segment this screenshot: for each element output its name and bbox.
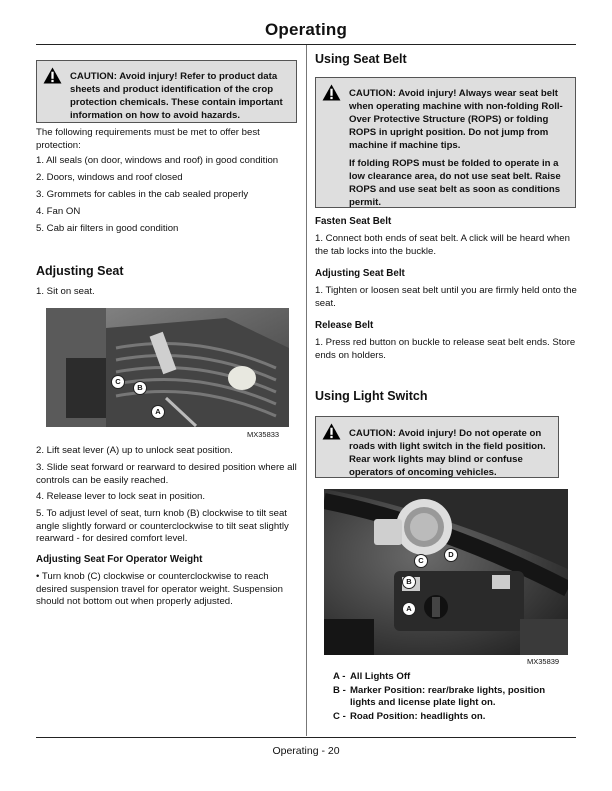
caution-box-crop-chemicals: [36, 60, 297, 123]
callout-c: C: [111, 375, 125, 389]
subheading-release-belt: Release Belt: [315, 320, 374, 331]
legend-key: A -: [333, 671, 346, 682]
legend-item-b: [333, 685, 573, 710]
seat-step-3: 3. Slide seat forward or rearward to desired position where all controls can be easily reached.: [36, 462, 297, 486]
figure-id: MX35833: [247, 430, 280, 439]
page-title: Operating: [264, 20, 348, 39]
column-divider: [306, 45, 307, 736]
requirement-item: 4. Fan ON: [36, 206, 81, 217]
legend-item-c: [333, 711, 573, 724]
requirements-intro: The following requirements must be met to offer best protection:: [36, 127, 260, 151]
seat-photo-illustration: [46, 308, 289, 427]
legend-text: Road Position: headlights on.: [350, 710, 486, 722]
seat-step-5: 5. To adjust level of seat, turn knob (B) clockwise to tilt seat angle slightly forward or counterclockwise to tilt seat slightly rearward - for desired comfort level.: [36, 508, 289, 544]
caution-text: CAUTION: Avoid injury! Do not operate on roads with light switch in the field position. Rear work lights may blind or confuse operators of oncoming vehicles.: [349, 428, 546, 478]
warning-icon: [43, 67, 62, 84]
fasten-seat-belt-text: 1. Connect both ends of seat belt. A click will be heard when the tab locks into the buckle.: [315, 233, 570, 257]
callout-b: B: [402, 575, 416, 589]
subheading-adjusting-seat-belt: Adjusting Seat Belt: [315, 268, 405, 279]
caution-text: CAUTION: Avoid injury! Always wear seat belt when operating machine with non-folding Roll-Over Protective Structure (ROPS) or folding ROPS in upright position. Do not jump from machine if machine tips.: [349, 88, 563, 151]
warning-icon: [322, 84, 341, 101]
callout-a: A: [151, 405, 165, 419]
release-belt-text: 1. Press red button on buckle to release seat belt ends. Store ends on holders.: [315, 337, 576, 361]
requirement-item: 1. All seals (on door, windows and roof) in good condition: [36, 155, 279, 166]
caution-box-seat-belt: [315, 77, 576, 208]
legend-text: Marker Position: rear/brake lights, position lights and license plate light on.: [350, 684, 546, 708]
subheading-fasten-seat-belt: Fasten Seat Belt: [315, 216, 392, 227]
legend-item-a: [333, 671, 573, 684]
callout-c: C: [414, 554, 428, 568]
seat-step-2: 2. Lift seat lever (A) up to unlock seat position.: [36, 445, 233, 456]
subheading-operator-weight: Adjusting Seat For Operator Weight: [36, 554, 203, 565]
callout-d: D: [444, 548, 458, 562]
caution-text-rops: If folding ROPS must be folded to operate in a low clearance area, do not use seat belt. Raise ROPS and use seat belt as soon as conditions permit.: [349, 158, 561, 208]
legend-key: C -: [333, 710, 346, 722]
legend-text: All Lights Off: [350, 671, 411, 682]
operator-weight-text: • Turn knob (C) clockwise or counterclockwise to reach desired suspension travel for operator weight. Suspension should not bottom out when properly adjusted.: [36, 571, 283, 607]
callout-b: B: [133, 381, 147, 395]
requirement-item: 5. Cab air filters in good condition: [36, 223, 179, 234]
section-heading-light-switch: Using Light Switch: [315, 389, 428, 403]
requirement-item: 2. Doors, windows and roof closed: [36, 172, 183, 183]
caution-box-light-switch: [315, 416, 559, 478]
seat-step-4: 4. Release lever to lock seat in position.: [36, 491, 206, 502]
figure-id: MX35839: [527, 657, 560, 666]
requirement-item: 3. Grommets for cables in the cab sealed properly: [36, 189, 249, 200]
callout-a: A: [402, 602, 416, 616]
section-heading-seat-belt: Using Seat Belt: [315, 52, 407, 66]
seat-adjustment-photo: [46, 308, 289, 427]
caution-text: CAUTION: Avoid injury! Refer to product data sheets and product identification of the crop protection chemicals. These contain important information on how to avoid hazards.: [70, 71, 283, 121]
warning-icon: [322, 423, 341, 440]
adjusting-seat-belt-text: 1. Tighten or loosen seat belt until you are firmly held onto the seat.: [315, 285, 577, 309]
page-footer: Operating - 20: [272, 745, 340, 757]
section-heading-adjusting-seat: Adjusting Seat: [36, 264, 124, 278]
legend-key: B -: [333, 684, 346, 696]
light-position-legend: [333, 671, 573, 723]
light-switch-photo: [324, 489, 568, 655]
footer-rule: [36, 737, 576, 738]
dashboard-illustration: [324, 489, 568, 655]
seat-step-1: 1. Sit on seat.: [36, 286, 95, 297]
